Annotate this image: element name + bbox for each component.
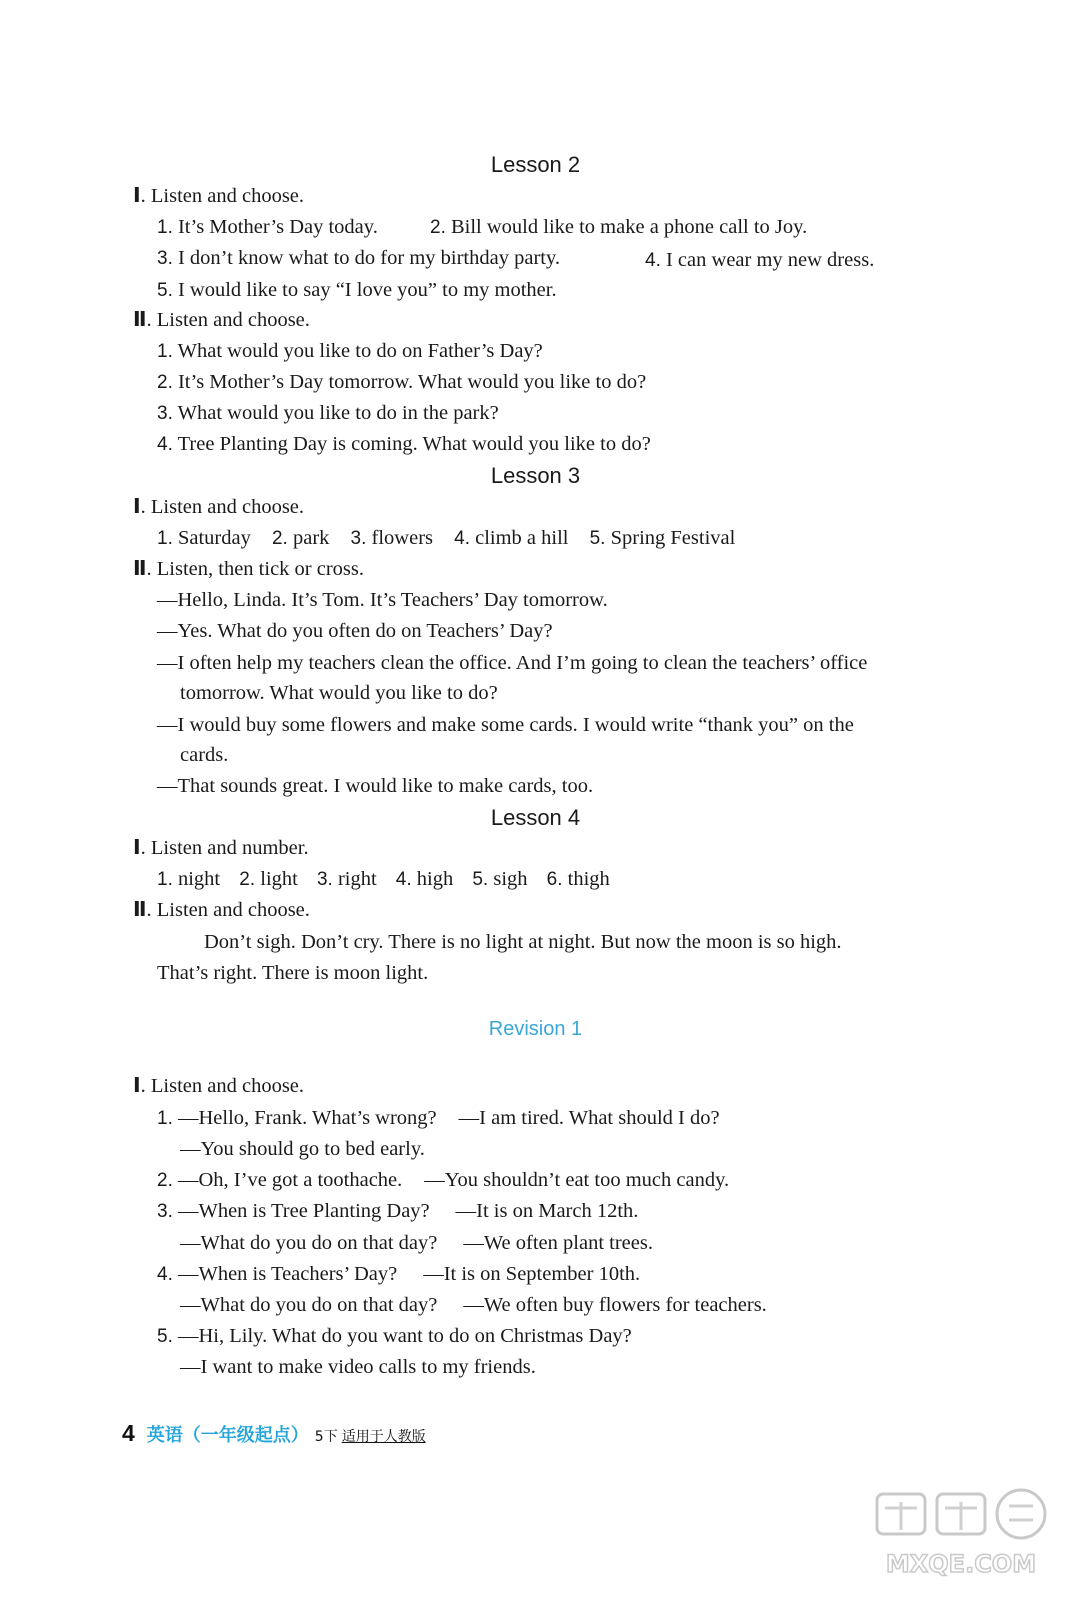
option-item: 6. thigh (546, 868, 610, 890)
dialogue-line: —I would buy some flowers and make some cards. I would write “thank you” on the (157, 714, 854, 736)
question-5: 5. —Hi, Lily. What do you want to do on Christmas Day? (157, 1325, 632, 1347)
dialogue-line: —Yes. What do you often do on Teachers’ Day? (157, 620, 553, 642)
option-item: 1. Saturday (157, 527, 251, 549)
lesson-2-title: Lesson 2 (490, 152, 581, 177)
subject-label: 英语（一年级起点） (146, 1425, 309, 1446)
option-item: 2. light (239, 868, 298, 890)
dialogue-line: cards. (180, 744, 229, 766)
lesson-4-part-1-heading (133, 838, 309, 859)
list-item: 5. I would like to say “I love you” to my mother. (157, 279, 557, 301)
grade-label: 5下 (314, 1429, 338, 1445)
lesson-4-part-2-heading (133, 900, 310, 921)
svg-text:MXQE.COM: MXQE.COM (885, 1550, 1037, 1578)
lesson-4-title: Lesson 4 (490, 805, 581, 830)
edition-label: 适用于人教版 (341, 1429, 426, 1445)
option-item: 5. sigh (472, 868, 528, 890)
roman-numeral: Ⅱ (133, 557, 147, 580)
roman-numeral: Ⅰ (133, 836, 141, 859)
heading-text: . Listen and choose. (140, 1075, 305, 1097)
dialogue-line: —What do you do on that day? —We often plant trees. (180, 1232, 653, 1254)
lesson-3-title: Lesson 3 (490, 463, 581, 488)
passage-line: Don’t sigh. Don’t cry. There is no light at night. But now the moon is so high. (204, 931, 842, 953)
list-item: 2. Bill would like to make a phone call to Joy. (430, 216, 808, 238)
dialogue-line: —Hello, Linda. It’s Tom. It’s Teachers’ Day tomorrow. (157, 589, 608, 611)
heading-text: . Listen and number. (140, 837, 309, 859)
option-item: 3. flowers (350, 527, 433, 549)
option-item: 4. climb a hill (454, 527, 569, 549)
list-item: 1. It’s Mother’s Day today. (157, 216, 378, 238)
list-item: 4. I can wear my new dress. (645, 249, 875, 271)
option-item: 5. Spring Festival (589, 527, 736, 549)
roman-numeral: Ⅱ (133, 308, 147, 331)
option-row (157, 869, 610, 890)
revision-1-part-1-heading (133, 1076, 304, 1097)
list-item: 1. What would you like to do on Father’s Day? (157, 340, 543, 362)
roman-numeral: Ⅰ (133, 495, 141, 518)
lesson-3-part-2-heading (133, 559, 364, 580)
option-item: 1. night (157, 868, 221, 890)
roman-numeral: Ⅰ (133, 1074, 141, 1097)
lesson-3-part-1-heading (133, 497, 304, 518)
heading-text: . Listen and choose. (146, 309, 310, 331)
dialogue-line: tomorrow. What would you like to do? (180, 682, 498, 704)
heading-text: . Listen and choose. (146, 899, 310, 921)
heading-text: . Listen, then tick or cross. (146, 558, 364, 580)
lesson-2-part-1-heading (133, 186, 304, 207)
passage-line: That’s right. There is moon light. (157, 962, 429, 984)
option-item: 2. park (271, 527, 330, 549)
watermark-logo (875, 1488, 1050, 1580)
option-item: 3. right (316, 868, 377, 890)
question-2: 2. —Oh, I’ve got a toothache. —You shouldn’t eat too much candy. (157, 1169, 730, 1191)
option-row (157, 528, 735, 549)
dialogue-line: —You should go to bed early. (180, 1138, 425, 1160)
dialogue-line: —That sounds great. I would like to make cards, too. (157, 775, 594, 797)
question-4: 4. —When is Teachers’ Day? —It is on September 10th. (157, 1263, 641, 1285)
list-item: 4. Tree Planting Day is coming. What would you like to do? (157, 433, 651, 455)
dialogue-line: —I want to make video calls to my friends. (180, 1356, 536, 1378)
dialogue-line: —I often help my teachers clean the office. And I’m going to clean the teachers’ office (157, 652, 868, 674)
question-1: 1. —Hello, Frank. What’s wrong? —I am tired. What should I do? (157, 1107, 720, 1129)
dialogue-line: —What do you do on that day? —We often buy flowers for teachers. (180, 1294, 767, 1316)
roman-numeral: Ⅰ (133, 184, 141, 207)
revision-1-title: Revision 1 (488, 1018, 583, 1040)
option-item: 4. high (395, 868, 454, 890)
heading-text: . Listen and choose. (140, 185, 305, 207)
roman-numeral: Ⅱ (133, 898, 147, 921)
list-item: 3. What would you like to do in the park? (157, 402, 499, 424)
lesson-2-part-2-heading (133, 310, 310, 331)
page-footer (122, 1420, 426, 1446)
question-3: 3. —When is Tree Planting Day? —It is on March 12th. (157, 1200, 639, 1222)
heading-text: . Listen and choose. (140, 496, 305, 518)
list-item: 2. It’s Mother’s Day tomorrow. What would you like to do? (157, 371, 647, 393)
list-item: 3. I don’t know what to do for my birthday party. (157, 247, 561, 269)
page-number: 4 (122, 1420, 135, 1446)
